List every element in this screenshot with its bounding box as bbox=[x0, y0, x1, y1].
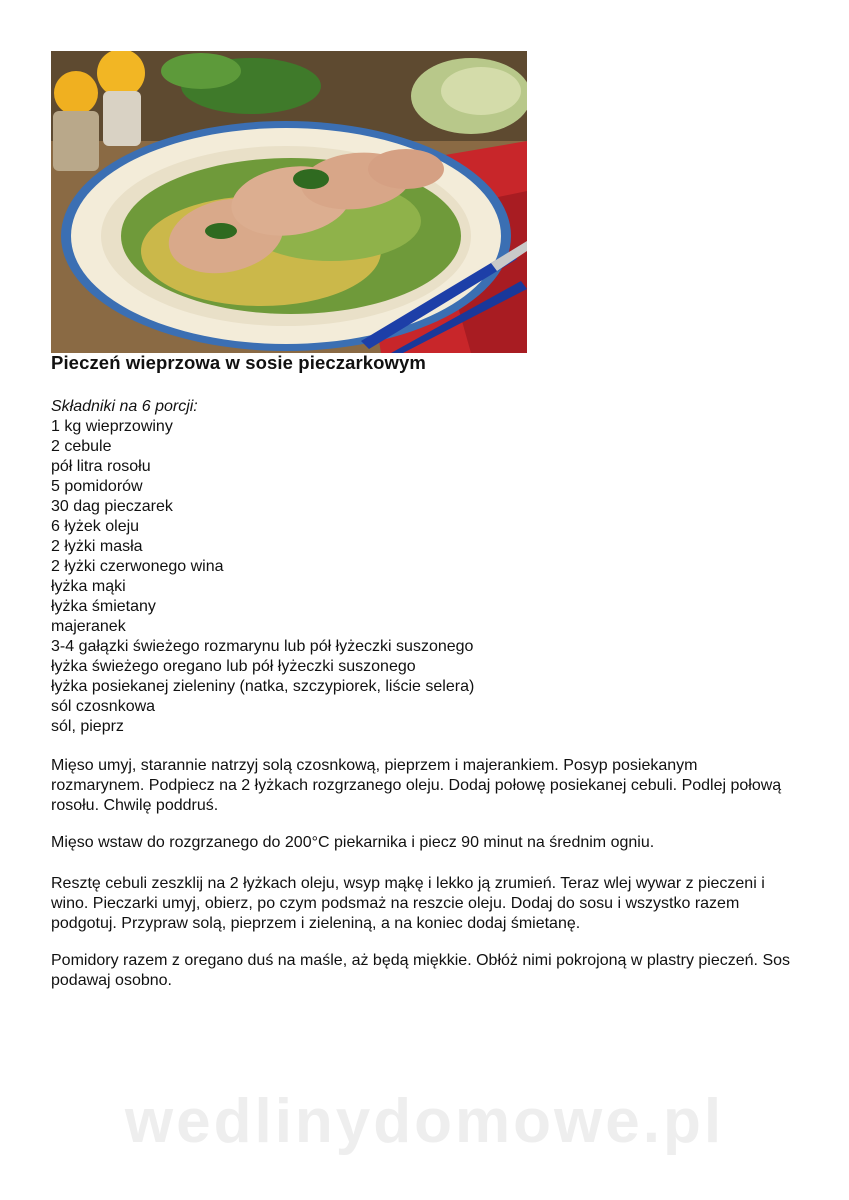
ingredient-item: 2 cebule bbox=[51, 438, 112, 455]
ingredient-item: łyżka śmietany bbox=[51, 598, 156, 615]
ingredient-item: majeranek bbox=[51, 618, 126, 635]
site-watermark: wedlinydomowe.pl bbox=[124, 1087, 725, 1156]
ingredient-item: 1 kg wieprzowiny bbox=[51, 418, 173, 435]
ingredient-item: łyżka świeżego oregano lub pół łyżeczki suszonego bbox=[51, 658, 416, 675]
ingredients-heading: Składniki na 6 porcji: bbox=[51, 398, 198, 415]
recipe-photo bbox=[51, 51, 527, 353]
ingredient-item: 2 łyżki czerwonego wina bbox=[51, 558, 224, 575]
ingredient-item: 5 pomidorów bbox=[51, 478, 143, 495]
ingredient-item: sól czosnkowa bbox=[51, 698, 156, 715]
recipe-title: Pieczeń wieprzowa w sosie pieczarkowym bbox=[51, 352, 426, 373]
ingredients-list bbox=[51, 417, 791, 737]
step-paragraph-2: Mięso wstaw do rozgrzanego do 200°C piekarnika i piecz 90 minut na średnim ogniu. bbox=[51, 834, 655, 851]
ingredient-item: sól, pieprz bbox=[51, 718, 124, 735]
step-paragraph-4: Pomidory razem z oregano duś na maśle, aż będą miękkie. Obłóż nimi pokrojoną w plastry pieczeń. Sos podawaj osobno. bbox=[51, 952, 791, 989]
step-paragraph-3: Resztę cebuli zeszklij na 2 łyżkach oleju, wsyp mąkę i lekko ją zrumień. Teraz wlej wywar z pieczeni i wino. Pieczarki umyj, obierz, po czym podsmaż na reszcie oleju. Dodaj do sosu i wszystko razem podgotuj. Przypraw solą, pieprzem i zieleniną, a na koniec dodaj śmietanę. bbox=[51, 875, 765, 932]
ingredients-section bbox=[51, 397, 791, 737]
step-paragraph-1: Mięso umyj, starannie natrzyj solą czosnkową, pieprzem i majerankiem. Posyp posiekanym rozmarynem. Podpiecz na 2 łyżkach rozgrzanego oleju. Dodaj połowę posiekanej cebuli. Podlej połową rosołu. Chwilę poddruś. bbox=[51, 757, 782, 814]
ingredient-item: łyżka mąki bbox=[51, 578, 126, 595]
ingredient-item: 30 dag pieczarek bbox=[51, 498, 173, 515]
ingredient-item: 6 łyżek oleju bbox=[51, 518, 140, 535]
ingredient-item: łyżka posiekanej zieleniny (natka, szczypiorek, liście selera) bbox=[51, 678, 475, 695]
ingredient-item: 2 łyżki masła bbox=[51, 538, 143, 555]
ingredient-item: pół litra rosołu bbox=[51, 458, 151, 475]
ingredient-item: 3-4 gałązki świeżego rozmarynu lub pół łyżeczki suszonego bbox=[51, 638, 474, 655]
